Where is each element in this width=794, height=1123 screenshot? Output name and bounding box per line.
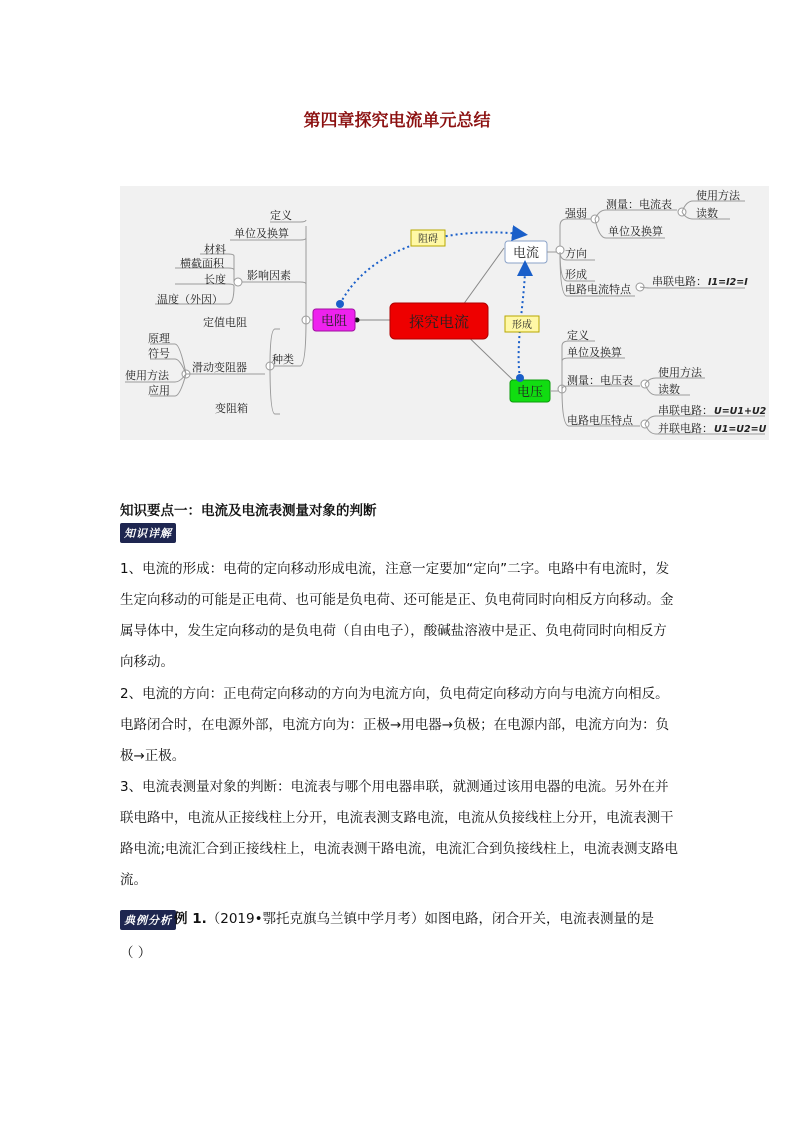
example-blank: （ ） bbox=[120, 945, 152, 961]
knowledge-paragraph-2: 2、电流的方向：正电荷定向移动的方向为电流方向，负电荷定向移动方向与电流方向相反。电路闭合时，在电源外部，电流方向为：正极→用电器→负极；在电源内部，电流方向为：负极→正极。 bbox=[120, 686, 670, 764]
resistance-application: 应用 bbox=[148, 384, 170, 397]
resistance-usage: 使用方法 bbox=[125, 369, 169, 382]
form-label: 形成 bbox=[512, 320, 532, 331]
resistance-definition: 定义 bbox=[270, 209, 292, 222]
current-unit: 单位及换算 bbox=[608, 225, 663, 238]
voltage-series: 串联电路： bbox=[658, 404, 713, 417]
section-heading: 知识要点一：电流及电流表测量对象的判断 bbox=[120, 503, 377, 519]
resistance-box: 变阻箱 bbox=[215, 402, 248, 415]
resistance-types: 种类 bbox=[272, 353, 294, 366]
example-number: 例 1. bbox=[174, 911, 207, 927]
current-measure: 测量：电流表 bbox=[606, 198, 672, 211]
page-title: 第四章探究电流单元总结 bbox=[303, 111, 491, 131]
hinder-arrow-start bbox=[336, 300, 344, 308]
example-text: （2019•鄂托克旗乌兰镇中学月考）如图电路，闭合开关，电流表测量的是 bbox=[206, 911, 655, 927]
resistance-symbol: 符号 bbox=[148, 347, 170, 360]
resistance-unit: 单位及换算 bbox=[234, 227, 289, 240]
resistance-temperature: 温度（外因） bbox=[157, 293, 223, 306]
resistance-fixed: 定值电阻 bbox=[203, 316, 247, 329]
mind-map-svg bbox=[120, 186, 769, 440]
resistance-node-label: 电阻 bbox=[320, 314, 348, 329]
resistance-principle: 原理 bbox=[148, 332, 170, 345]
current-strength: 强弱 bbox=[565, 207, 587, 220]
knowledge-badge: 知识详解 bbox=[120, 523, 176, 543]
voltage-node-label: 电压 bbox=[516, 385, 544, 400]
voltage-unit: 单位及换算 bbox=[567, 346, 622, 359]
resistance-cross-section: 横截面积 bbox=[180, 257, 224, 270]
current-node-label: 电流 bbox=[512, 246, 540, 261]
form-arrow-start bbox=[516, 374, 524, 382]
resistance-length: 长度 bbox=[204, 273, 226, 286]
knowledge-paragraph-3: 3、电流表测量对象的判断：电流表与哪个用电器串联，就测通过该用电器的电流。另外在并联电路中，电流从正接线柱上分开，电流表测支路电流，电流从负接线柱上分开，电流表测干路电流;电流汇合到正接线柱上，电流表测干路电流，电流汇合到负接线柱上，电流表测支路电流。 bbox=[120, 779, 679, 888]
example-badge: 典例分析 bbox=[120, 910, 176, 930]
voltage-reading: 读数 bbox=[658, 383, 680, 396]
voltage-parallel-formula: U1=U2=U bbox=[714, 424, 767, 435]
current-formation: 形成 bbox=[565, 268, 587, 281]
voltage-usage: 使用方法 bbox=[658, 366, 702, 379]
current-series-formula: I1=I2=I bbox=[708, 277, 748, 288]
current-reading: 读数 bbox=[696, 207, 718, 220]
center-node-label: 探究电流 bbox=[408, 313, 470, 331]
hinder-label: 阻碍 bbox=[418, 234, 438, 245]
example-question bbox=[174, 904, 694, 935]
current-usage: 使用方法 bbox=[696, 189, 740, 202]
voltage-measure: 测量：电压表 bbox=[567, 374, 633, 387]
voltage-definition: 定义 bbox=[567, 329, 589, 342]
resistance-material: 材料 bbox=[204, 243, 226, 256]
voltage-series-formula: U=U1+U2 bbox=[714, 406, 767, 417]
knowledge-paragraph-1: 1、电流的形成：电荷的定向移动形成电流，注意一定要加“定向”二字。电路中有电流时，发生定向移动的可能是正电荷、也可能是负电荷、还可能是正、负电荷同时向相反方向移动。金属导体中，发生定向移动的是负电荷（自由电子），酸碱盐溶液中是正、负电荷同时向相反方向移动。 bbox=[120, 561, 674, 670]
resistance-rheostat: 滑动变阻器 bbox=[192, 361, 247, 374]
current-direction: 方向 bbox=[565, 247, 587, 260]
voltage-parallel: 并联电路： bbox=[658, 422, 713, 435]
current-circuit-feature: 电路电流特点 bbox=[565, 283, 631, 296]
voltage-circuit-feature: 电路电压特点 bbox=[567, 414, 633, 427]
resistance-factors: 影响因素 bbox=[247, 269, 291, 282]
mind-map bbox=[120, 186, 769, 440]
current-series: 串联电路： bbox=[652, 275, 707, 288]
